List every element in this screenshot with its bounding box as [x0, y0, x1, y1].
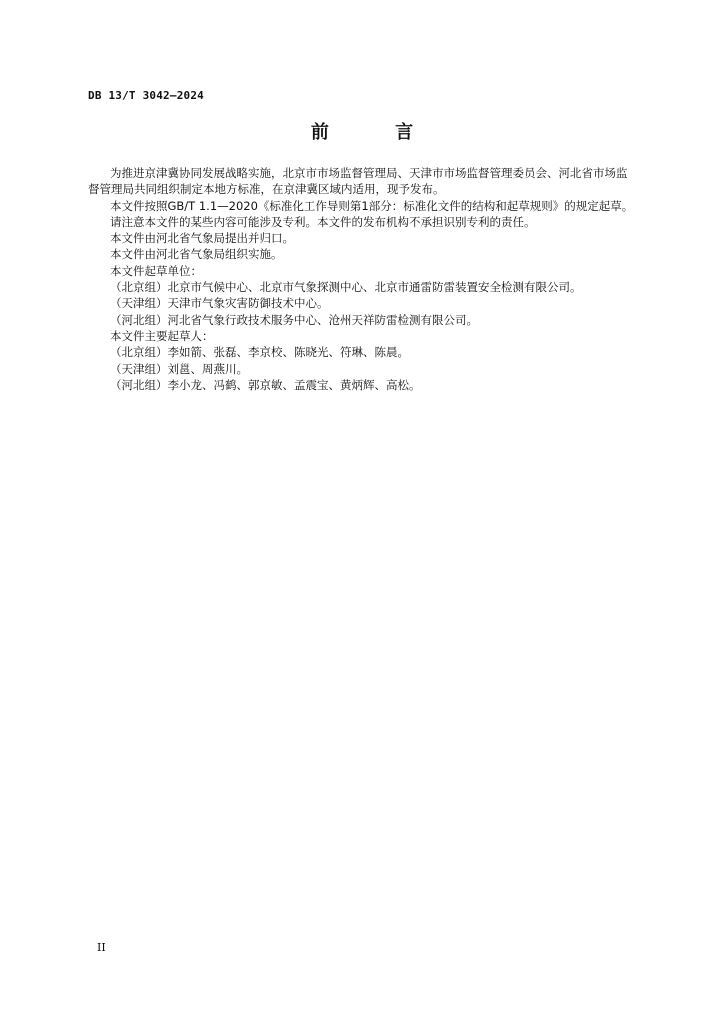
paragraph: （河北组）李小龙、冯鹤、郭京敏、孟震宝、黄炳辉、高松。 — [110, 377, 421, 392]
paragraph: （北京组）北京市气候中心、北京市气象探测中心、北京市通雷防雷装置安全检测有限公司。 — [110, 280, 582, 295]
paragraph: （天津组）刘邕、周燕川。 — [110, 361, 248, 376]
paragraph: 为推进京津冀协同发展战略实施，北京市市场监督管理局、天津市市场监督管理委员会、河北省市场监督管理局共同组织制定本地方标准，在京津冀区域内适用，现予发布。 — [88, 166, 628, 197]
paragraph: 本文件由河北省气象局组织实施。 — [110, 247, 283, 262]
foreword-body — [88, 165, 638, 393]
paragraph: 本文件按照GB/T 1.1—2020《标准化工作导则第1部分：标准化文件的结构和起草规则》的规定起草。 — [110, 198, 634, 213]
paragraph: 本文件主要起草人： — [110, 328, 214, 343]
page-number: II — [97, 941, 106, 954]
paragraph: 本文件由河北省气象局提出并归口。 — [110, 231, 294, 246]
paragraph: 请注意本文件的某些内容可能涉及专利。本文件的发布机构不承担识别专利的责任。 — [110, 214, 536, 229]
paragraph: 本文件起草单位： — [110, 263, 202, 278]
page-title: 前 言 — [310, 122, 444, 143]
document-code: DB 13/T 3042—2024 — [88, 89, 204, 102]
paragraph: （河北组）河北省气象行政技术服务中心、沧州天祥防雷检测有限公司。 — [110, 312, 478, 327]
paragraph: （北京组）李如箭、张磊、李京校、陈晓光、符琳、陈晨。 — [110, 345, 409, 360]
paragraph: （天津组）天津市气象灾害防御技术中心。 — [110, 296, 329, 311]
